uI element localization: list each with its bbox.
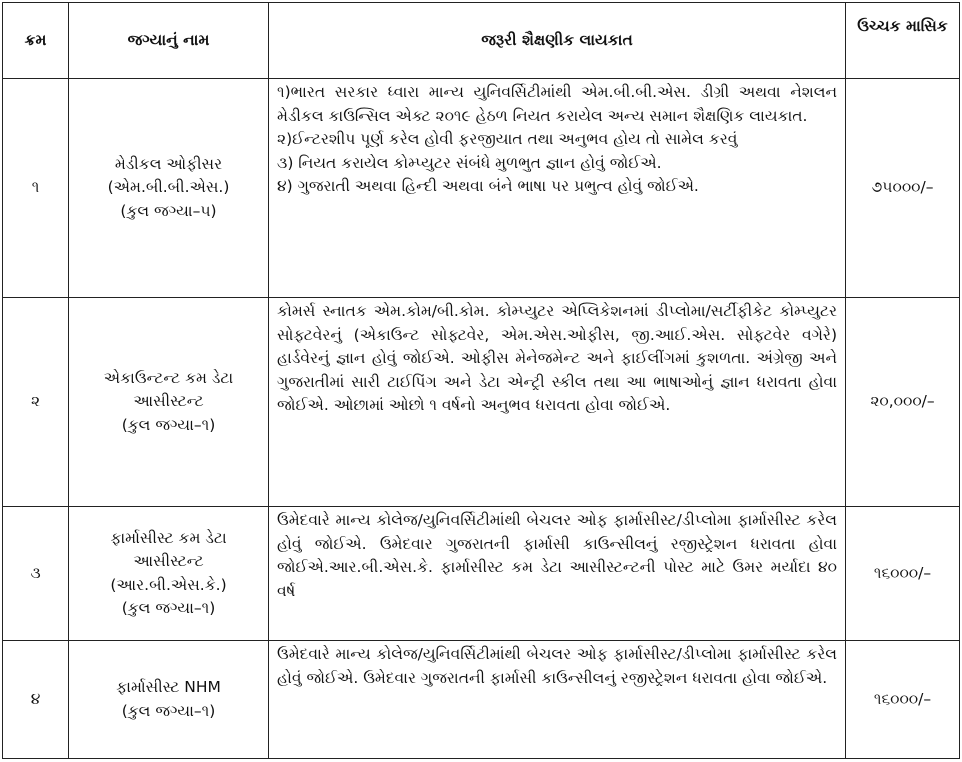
row-qualification bbox=[269, 79, 846, 298]
header-salary-cell bbox=[846, 3, 960, 79]
header-qualification: જરૂરી શૈક્ષણીક લાયકાત bbox=[269, 3, 846, 79]
row-serial: ૨ bbox=[3, 298, 69, 507]
row-qualification bbox=[269, 298, 846, 507]
post-name-line: (કુલ જગ્યા–૧) bbox=[121, 415, 216, 434]
qualification-line: ૪) ગુજરાતી અથવા હિન્દી અથવા બંને ભાષા પર પ્રભુત્વ હોવું જોઈએ. bbox=[277, 177, 699, 195]
row-salary: ૧૬૦૦૦/– bbox=[846, 507, 960, 641]
post-name-line: એકાઉન્ટન્ટ કમ ડેટા bbox=[103, 368, 234, 387]
qualification-line: ઉમેદવારે માન્ય કોલેજ/યુનિવર્સિટીમાંથી બેચલર ઓફ ફાર્માસીસ્ટ/ડીપ્લોમા ફાર્માસીસ્ટ કરેલ હોવું જોઈએ. ઉમેદવાર ગુજરાતની ફાર્માસી કાઉન્સીલનું રજીસ્ટ્રેશન ધરાવતા હોવા જોઈએ.આર.બી.એસ.કે. ફાર્માસીસ્ટ કમ ડેટા આસીસ્ટન્ટની પોસ્ટ માટે ઉમર મર્યાદા ૪૦ વર્ષ bbox=[277, 511, 837, 600]
qualification-line: ૧)ભારત સરકાર ધ્વારા માન્ય યુનિવર્સિટીમાંથી એમ.બી.બી.એસ. ડીગ્રી અથવા નેશલન મેડીકલ કાઉન્સિલ એક્ટ ૨૦૧૯ હેઠળ નિયત કરાયેલ અન્ય સમાન શૈક્ષણિક લાયકાત. bbox=[277, 83, 837, 125]
qualification-line: ૨)ઈન્ટરશીપ પૂર્ણ કરેલ હોવી ફરજીયાત તથા અનુભવ હોય તો સામેલ કરવું bbox=[277, 130, 738, 148]
post-name-line: આસીસ્ટન્ટ bbox=[133, 392, 204, 411]
qualification-line: કોમર્સ સ્નાતક એમ.કોમ/બી.કોમ. કોમ્પ્યુટર એપ્લિકેશનમાં ડીપ્લોમા/સર્ટીફીકેટ કોમ્પ્યુટર સોફ્ટવેરનું (એકાઉન્ટ સોફ્ટવેર, એમ.એસ.ઓફીસ, જી.આઈ.એસ. સોફ્ટવેર વગેરે) હાર્ડવેરનું જ્ઞાન હોવું જોઈએ. ઓફીસ મેનેજમેન્ટ અને ફાઈલીંગમાં કુશળતા. અંગ્રેજી અને ગુજરાતીમાં સારી ટાઈપિંગ અને ડેટા એન્ટ્રી સ્કીલ તથા આ ભાષાઓનું જ્ઞાન ધરાવતા હોવા જોઈએ. ઓછામાં ઓછો ૧ વર્ષનો અનુભવ ધરાવતા હોવા જોઈએ. bbox=[277, 302, 837, 414]
post-name-line: (એમ.બી.બી.એસ.) bbox=[107, 178, 230, 197]
post-name-line: આસીસ્ટન્ટ bbox=[133, 552, 204, 570]
row-serial: ૪ bbox=[3, 641, 69, 759]
post-name-line: ફાર્માસીસ્ટ કમ ડેટા bbox=[110, 528, 227, 547]
row-post-name bbox=[69, 79, 269, 298]
qualification-line: ઉમેદવારે માન્ય કોલેજ/યુનિવર્સિટીમાંથી બેચલર ઓફ ફાર્માસીસ્ટ/ડીપ્લોમા ફાર્માસીસ્ટ કરેલ હોવું જોઈએ. ઉમેદવાર ગુજરાતની ફાર્માસી કાઉન્સીલનું રજીસ્ટ્રેશન ધરાવતા હોવા જોઈએ. bbox=[277, 645, 837, 687]
row-qualification bbox=[269, 641, 846, 759]
row-post-name bbox=[69, 641, 269, 759]
post-name-line: (કુલ જગ્યા–૧) bbox=[121, 599, 216, 617]
post-name-line: (આર.બી.એસ.કે.) bbox=[110, 575, 227, 594]
table-row bbox=[3, 641, 960, 759]
header-post-name: જગ્યાનું નામ bbox=[69, 3, 269, 79]
recruitment-table bbox=[2, 2, 960, 759]
row-salary: ૧૬૦૦૦/– bbox=[846, 641, 960, 759]
row-serial: ૩ bbox=[3, 507, 69, 641]
qualification-line: ૩) નિયત કરાયેલ કોમ્પ્યુટર સંબંધે મુળભુત જ્ઞાન હોવું જોઈએ. bbox=[277, 153, 662, 172]
table-row bbox=[3, 507, 960, 641]
table-header bbox=[3, 3, 960, 79]
row-post-name bbox=[69, 507, 269, 641]
post-name-line: (કુલ જગ્યા–૧) bbox=[121, 701, 216, 720]
table-row bbox=[3, 79, 960, 298]
post-name-line: મેડીકલ ઓફીસર bbox=[114, 154, 223, 173]
post-name-line: (કુલ જગ્યા–૫) bbox=[120, 201, 217, 220]
row-qualification bbox=[269, 507, 846, 641]
post-name-line: ફાર્માસીસ્ટ NHM bbox=[116, 678, 221, 696]
table-row bbox=[3, 298, 960, 507]
row-serial: ૧ bbox=[3, 79, 69, 298]
header-salary: ઉચ્ચક માસિક bbox=[857, 16, 948, 35]
row-post-name bbox=[69, 298, 269, 507]
row-salary: ૨૦,૦૦૦/– bbox=[846, 298, 960, 507]
row-salary: ૭૫૦૦૦/– bbox=[846, 79, 960, 298]
header-serial: ક્રમ bbox=[3, 3, 69, 79]
